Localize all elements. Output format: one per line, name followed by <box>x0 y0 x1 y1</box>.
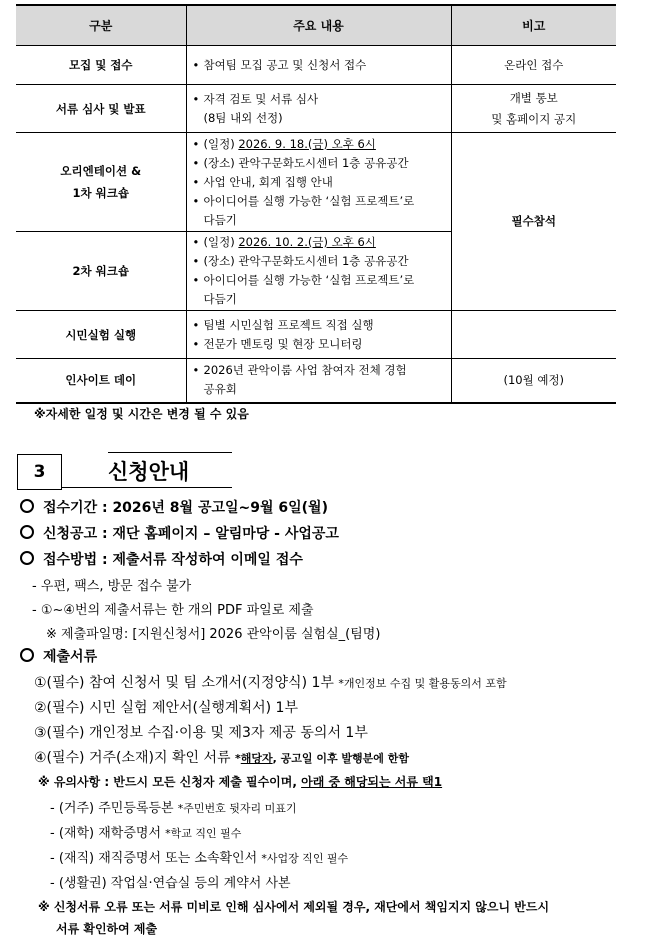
bullet-text: 자격 검토 및 서류 심사 <box>203 91 319 106</box>
bullet-text: 다듬기 <box>203 292 237 306</box>
row-note: 필수참석 <box>451 133 616 311</box>
circle-bullet-icon <box>20 525 34 539</box>
option-text: - (재직) 재직증명서 또는 소속확인서 <box>50 851 262 866</box>
option-item <box>50 822 241 841</box>
schedule-footnote: ※자세한 일정 및 시간은 변경 될 수 있음 <box>34 407 249 421</box>
table-row <box>16 133 616 232</box>
caution-text: ※ 유의사항 : 반드시 모든 신청자 제출 필수이며, <box>38 775 302 789</box>
row-category: 서류 심사 및 발표 <box>16 85 186 133</box>
document-item: ②(필수) 시민 실험 제안서(실행계획서) 1부 <box>34 700 298 716</box>
note-line: 개별 통보 <box>509 90 558 105</box>
row-note <box>451 311 616 359</box>
option-text: - (재학) 재학증명서 <box>50 826 166 841</box>
circle-bullet-icon <box>20 499 34 513</box>
document-item <box>34 747 409 767</box>
row-category: 2차 워크숍 <box>16 232 186 311</box>
bullet-text <box>204 233 376 252</box>
period-text: 접수기간 : 2026년 8월 공고일~9월 6일(월) <box>43 500 328 516</box>
schedule-date: 2026. 9. 18.(금) 오후 6시 <box>238 136 376 151</box>
application-period <box>20 497 328 517</box>
schedule-prefix: (일정) <box>203 136 239 151</box>
option-note: *학교 직인 필수 <box>165 827 242 840</box>
row-category <box>16 133 186 232</box>
final-warning-line: ※ 신청서류 오류 또는 서류 미비로 인해 심사에서 제외될 경우, 재단에서 책임지지 않으니 반드시 <box>38 900 550 914</box>
row-content: • 팀별 시민실험 프로젝트 직접 실행 • 전문가 멘토링 및 현장 모니터링 <box>186 311 451 359</box>
bullet-subline: (8팀 내외 선정) <box>203 110 283 125</box>
bullet-text: 2026년 관악이룸 사업 참여자 전체 경험 <box>203 363 407 378</box>
section-divider <box>61 487 232 488</box>
circle-bullet-icon <box>20 551 34 565</box>
final-warning-line: 서류 확인하여 제출 <box>56 922 158 936</box>
bullet-text: 아이디어를 실행 가능한 ‘실험 프로젝트’로 <box>203 193 415 208</box>
section-title: 신청안내 <box>108 460 190 484</box>
table-row <box>16 46 616 85</box>
option-text: - (생활권) 작업실·연습실 등의 계약서 사본 <box>50 876 291 891</box>
note-asterisk: * <box>234 752 241 765</box>
bullet-text: 팀별 시민실험 프로젝트 직접 실행 <box>203 317 374 332</box>
row-content: • 자격 검토 및 서류 심사 (8팀 내외 선정) <box>186 85 451 133</box>
row-category: 모집 및 접수 <box>16 46 186 85</box>
application-notice <box>20 523 339 543</box>
category-line: 1차 워크숍 <box>72 186 129 200</box>
table-row <box>16 85 616 133</box>
bullet-text: (장소) 관악구문화도시센터 1층 공유공간 <box>203 254 409 268</box>
caution-line <box>38 773 442 790</box>
method-note: - ①~④번의 제출서류는 한 개의 PDF 파일로 제출 <box>32 603 314 618</box>
row-content: • (일정) 2026. 10. 2.(금) 오후 6시 • (장소) 관악구문화도시센터 1층 공유공간 • 아이디어를 실행 가능한 ‘실험 프로젝트’로 다듬기 <box>186 232 451 311</box>
row-content: • 2026년 관악이룸 사업 참여자 전체 경험 공유회 <box>186 359 451 403</box>
option-note: *주민번호 뒷자리 미표기 <box>177 802 297 815</box>
option-text: - (거주) 주민등록등본 <box>50 801 178 816</box>
note-rest: , 공고일 이후 발행분에 한함 <box>272 752 410 765</box>
row-content: • 참여팀 모집 공고 및 신청서 접수 <box>186 46 451 85</box>
document-text: ④(필수) 거주(소재)지 확인 서류 <box>34 750 235 766</box>
bullet-text: 공유회 <box>203 382 237 397</box>
option-item <box>50 847 348 866</box>
documents-heading-text: 제출서류 <box>43 649 98 665</box>
bullet-text <box>204 135 376 154</box>
schedule-prefix: (일정) <box>203 235 239 249</box>
bullet-text: 다듬기 <box>203 212 237 227</box>
section-divider-top <box>108 452 232 453</box>
row-note: (10월 예정) <box>451 359 616 403</box>
col-header-content: 주요 내용 <box>186 5 451 46</box>
table-row <box>16 311 616 359</box>
method-text: 접수방법 : 제출서류 작성하여 이메일 접수 <box>43 552 303 568</box>
col-header-category: 구분 <box>16 5 186 46</box>
option-item <box>50 797 296 816</box>
document-note <box>235 752 409 765</box>
note-underlined: 해당자 <box>240 752 273 765</box>
schedule-date: 2026. 10. 2.(금) 오후 6시 <box>238 235 376 249</box>
row-category: 인사이트 데이 <box>16 359 186 403</box>
row-category: 시민실험 실행 <box>16 311 186 359</box>
table-header-row <box>16 5 616 46</box>
bullet-text: 아이디어를 실행 가능한 ‘실험 프로젝트’로 <box>203 273 415 287</box>
documents-heading <box>20 646 97 666</box>
document-item: ③(필수) 개인정보 수집·이용 및 제3자 제공 동의서 1부 <box>34 725 368 741</box>
category-line: 오리엔테이션 & <box>60 164 142 178</box>
row-note: 온라인 접수 <box>451 46 616 85</box>
method-note: ※ 제출파일명: [지원신청서] 2026 관악이룸 실험실_(팀명) <box>46 627 381 642</box>
method-note: - 우편, 팩스, 방문 접수 불가 <box>32 579 192 594</box>
table-row <box>16 359 616 403</box>
document-item <box>34 672 507 692</box>
row-content: • (일정) 2026. 9. 18.(금) 오후 6시 • (장소) 관악구문화도시센터 1층 공유공간 • 사업 안내, 회계 집행 안내 • 아이디어를 실행 가능한 ‘실험 프로젝트’로 다듬기 <box>186 133 451 232</box>
option-item <box>50 872 291 891</box>
bullet-text: 참여팀 모집 공고 및 신청서 접수 <box>203 57 367 72</box>
circle-bullet-icon <box>20 648 34 662</box>
schedule-table <box>16 4 616 404</box>
notice-text: 신청공고 : 재단 홈페이지 – 알림마당 - 사업공고 <box>43 526 339 542</box>
note-line: 및 홈페이지 공지 <box>491 111 577 126</box>
row-note <box>451 85 616 133</box>
bullet-text: 사업 안내, 회계 집행 안내 <box>203 174 333 189</box>
option-note: *사업장 직인 필수 <box>261 852 349 865</box>
document-note: *개인정보 수집 및 활용동의서 포함 <box>338 677 507 690</box>
application-method <box>20 549 303 569</box>
bullet-text: 전문가 멘토링 및 현장 모니터링 <box>203 336 363 351</box>
bullet-text: (장소) 관악구문화도시센터 1층 공유공간 <box>203 155 409 170</box>
section-number: 3 <box>17 454 62 490</box>
caution-underlined: 아래 중 해당되는 서류 택1 <box>301 775 443 789</box>
document-text: ①(필수) 참여 신청서 및 팀 소개서(지정양식) 1부 <box>34 675 334 691</box>
col-header-note: 비고 <box>451 5 616 46</box>
